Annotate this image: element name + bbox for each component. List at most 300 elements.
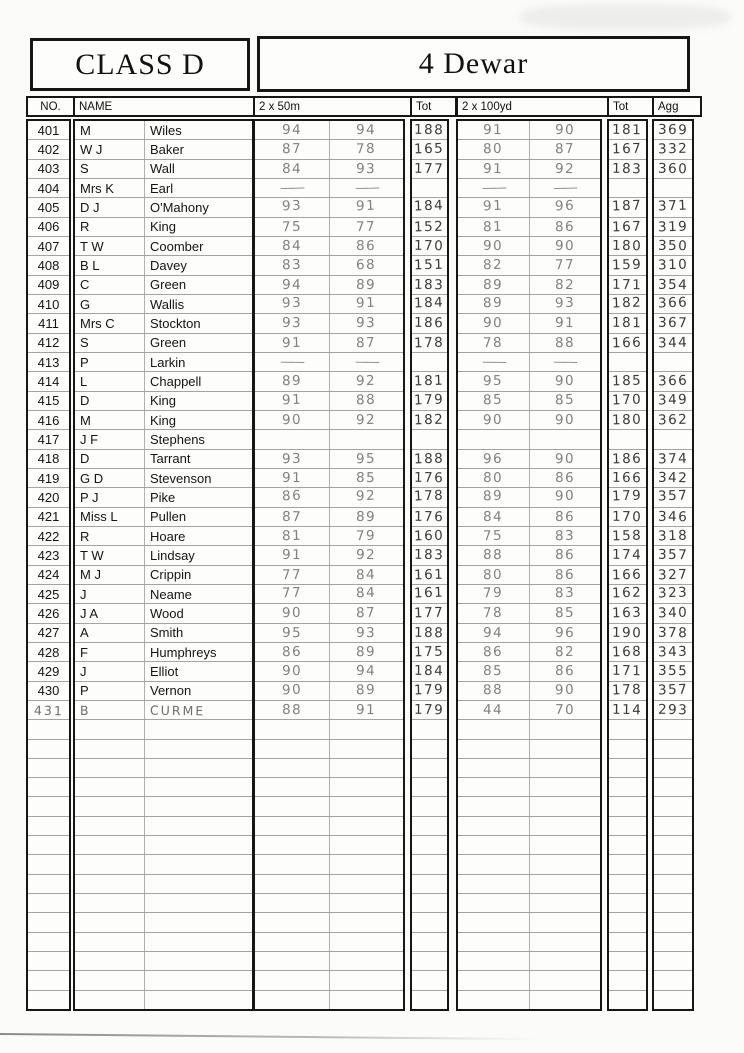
score-100yd-1-cell [458,140,530,158]
surname-cell [145,701,252,719]
table-row [609,352,646,371]
aggregate-cell [654,198,692,216]
score-50m-2: 92 [355,373,377,390]
table-row [28,159,69,178]
table-row [28,178,69,197]
surname-cell [145,508,252,526]
score-50m-2-cell [330,430,404,448]
table-row [28,487,69,506]
total-100yd: 159 [612,257,643,274]
table-row [28,642,69,661]
table-row [412,990,447,1009]
score-100yd-1-cell [458,604,530,622]
total-100yd-block [607,119,648,1011]
score-50m-1-cell [255,817,330,835]
total-50m-cell [412,256,447,274]
table-row [458,835,600,854]
score-100yd-1: 94 [483,624,504,641]
total-100yd-cell [609,179,646,197]
competitor-number-cell [28,508,69,526]
surname: King [150,219,177,235]
table-row [75,139,252,158]
first-name: R [80,219,90,235]
score-50m-1-cell [255,314,330,332]
table-row [75,874,252,893]
score-100yd-1: 95 [482,373,504,390]
table-row [412,410,447,429]
competitor-number-cell [28,411,69,429]
table-row [412,178,447,197]
score-100yd-2-cell [530,488,601,506]
score-100yd-2: 86 [554,566,576,583]
total-50m-cell [412,991,447,1009]
score-50m-2: 89 [356,508,377,525]
first-name-cell [75,430,145,448]
score-50m-2: 93 [356,160,377,177]
table-row [255,796,403,815]
total-50m-cell [412,759,447,777]
surname-cell [145,913,252,931]
first-name-cell [75,643,145,661]
total-50m-cell [412,160,447,178]
table-row [28,197,69,216]
table-row [654,932,692,951]
table-row [458,294,600,313]
aggregate-score: 349 [657,391,689,409]
aggregate-score: 357 [657,487,689,505]
first-name-cell [75,933,145,951]
competitor-number-cell [28,662,69,680]
score-50m-1-cell [255,624,330,642]
score-100yd-1-cell [458,759,530,777]
table-row [458,642,600,661]
table-row [28,700,69,719]
table-row [458,313,600,332]
table-row [255,487,403,506]
score-100yd-1: 85 [482,391,504,409]
score-100yd-1-cell [458,353,530,371]
score-50m-2-cell [330,566,404,584]
table-row [654,275,692,294]
score-100yd-1: 84 [483,508,504,525]
score-50m-1: 87 [281,141,303,158]
table-row [654,121,692,139]
competitor-number-cell [28,546,69,564]
table-row [412,739,447,758]
table-row [255,893,403,912]
score-50m-1: 93 [281,198,303,215]
aggregate-cell [654,372,692,390]
score-100yd-2-cell [530,508,601,526]
table-row [255,912,403,931]
table-row [28,796,69,815]
aggregate-cell [654,392,692,410]
total-50m-cell [412,198,447,216]
table-row [609,275,646,294]
score-100yd-2: 86 [554,218,576,236]
score-100yd-2-cell [530,218,601,236]
first-name: C [80,277,90,293]
competitor-number: 405 [37,199,60,215]
first-name-cell [75,624,145,642]
surname-cell [145,797,252,815]
first-name-cell [75,353,145,371]
table-row [458,700,600,719]
first-name: B L [80,257,100,273]
table-row [609,661,646,680]
competitor-number-cell [28,836,69,854]
table-row [412,951,447,970]
total-50m: 183 [414,276,445,294]
total-100yd-cell [609,797,646,815]
table-row [458,487,600,506]
surname-cell [145,218,252,236]
competitor-number-cell [28,797,69,815]
table-row [458,352,600,371]
score-50m-1-cell [255,140,330,158]
competitor-number-cell [28,372,69,390]
first-name-cell [75,682,145,700]
table-row [654,217,692,236]
total-100yd-cell [609,276,646,294]
competitor-number: 431 [33,702,64,718]
score-100yd-1-cell [458,797,530,815]
score-100yd-2-cell [530,894,601,912]
aggregate-score: 354 [657,276,689,294]
table-row [255,603,403,622]
score-50m-1-cell [255,469,330,487]
total-50m-cell [412,218,447,236]
total-50m-cell [412,566,447,584]
table-row [458,178,600,197]
score-50m-2-cell [330,411,404,429]
table-row [654,197,692,216]
score-50m-2: 79 [355,527,377,545]
surname-cell [145,546,252,564]
total-100yd-cell [609,952,646,970]
surname-cell [145,430,252,448]
score-50m-2: —— [354,353,378,371]
competitor-number: 415 [37,393,60,409]
score-100yd-1-cell [458,971,530,989]
surname: Stockton [150,315,201,331]
first-name: T W [80,547,104,563]
surname-cell [145,740,252,758]
score-100yd-2: 93 [554,294,576,312]
score-100yd-2-cell [530,952,601,970]
table-row [75,545,252,564]
competitor-number-cell [28,179,69,197]
table-row [255,139,403,158]
table-row [255,565,403,584]
total-100yd-cell [609,875,646,893]
table-row [412,777,447,796]
first-name: W J [80,141,103,157]
table-row [255,739,403,758]
aggregate-cell [654,353,692,371]
surname: Elliot [150,663,179,679]
competitor-number-cell [28,218,69,236]
table-row [458,410,600,429]
competitor-number-cell [28,488,69,506]
table-row [609,526,646,545]
table-row [255,121,403,139]
total-100yd-cell [609,913,646,931]
score-100yd-1-cell [458,392,530,410]
table-row [255,835,403,854]
table-row [609,603,646,622]
score-50m-2: 93 [356,624,377,641]
number-column-block [26,119,71,1011]
table-row [412,700,447,719]
aggregate-cell [654,508,692,526]
table-row [609,255,646,274]
table-row [458,197,600,216]
table-row [75,468,252,487]
score-50m-1-cell [255,740,330,758]
total-50m-cell [412,314,447,332]
total-100yd: 178 [612,681,643,699]
score-100yd-2-cell [530,991,601,1009]
score-100yd-2-cell [530,198,601,216]
score-100yd-1: 96 [482,450,504,467]
total-50m: 181 [414,373,445,390]
score-100yd-1: 80 [482,141,504,158]
surname: Coomber [150,238,204,254]
table-row [458,333,600,352]
table-row [28,139,69,158]
surname-cell [145,971,252,989]
total-100yd-cell [609,720,646,738]
first-name-cell [75,256,145,274]
score-100yd-1-cell [458,334,530,352]
score-100yd-2-cell [530,971,601,989]
table-row [609,932,646,951]
table-row [28,371,69,390]
table-row [654,255,692,274]
score-100yd-2-cell [530,179,601,197]
score-50m-1-cell [255,604,330,622]
total-50m: 151 [414,257,445,274]
total-50m: 152 [414,218,445,236]
table-row [458,565,600,584]
table-row [609,217,646,236]
score-50m-1-cell [255,353,330,371]
total-50m: 176 [414,469,445,487]
table-row [458,371,600,390]
table-row [75,758,252,777]
score-100yd-1: 85 [483,663,504,680]
competitor-number: 411 [38,315,59,331]
table-row [609,816,646,835]
table-row [609,777,646,796]
score-100yd-2-cell [530,740,601,758]
score-50m-1: 93 [281,450,303,467]
aggregate-score: 366 [657,294,689,312]
surname: Wood [150,605,184,621]
score-50m-1-cell [255,276,330,294]
surname: Neame [150,586,192,602]
total-100yd-cell [609,971,646,989]
first-name-cell [75,759,145,777]
total-50m: 179 [414,701,445,719]
score-100yd-1: 89 [483,276,504,293]
surname-cell [145,894,252,912]
score-100yd-2-cell [530,334,601,352]
aggregate-cell [654,913,692,931]
aggregate-score: 346 [657,508,689,525]
table-row [75,121,252,139]
score-100yd-2-cell [530,875,601,893]
competitor-number-cell [28,624,69,642]
total-100yd: 183 [612,160,643,178]
surname-cell [145,314,252,332]
score-100yd-1-cell [458,546,530,564]
table-row [75,352,252,371]
table-row [654,236,692,255]
table-row [412,429,447,448]
table-row [412,661,447,680]
table-row [255,816,403,835]
total-50m-cell [412,334,447,352]
table-row [75,893,252,912]
score-50m-1-cell [255,334,330,352]
total-100yd-cell [609,894,646,912]
table-row [412,139,447,158]
score-100yd-2: 96 [554,624,575,641]
table-row [75,912,252,931]
competitor-number-cell [28,334,69,352]
score-100yd-2-cell [530,295,601,313]
table-row [255,507,403,526]
aggregate-cell [654,720,692,738]
aggregate-score: 344 [657,334,689,352]
table-row [412,526,447,545]
table-row [458,758,600,777]
score-50m-2-cell [330,585,404,603]
first-name-cell [75,469,145,487]
table-row [75,681,252,700]
table-row [28,545,69,564]
score-100yd-2: 70 [554,701,575,719]
table-row [654,178,692,197]
first-name: L [80,373,88,389]
table-row [75,565,252,584]
table-row [28,565,69,584]
first-name-cell [75,604,145,622]
table-row [609,719,646,738]
first-name-cell [75,566,145,584]
score-100yd-1: 86 [482,643,504,661]
table-row [28,661,69,680]
aggregate-cell [654,179,692,197]
score-50m-1: 90 [281,411,303,429]
aggregate-cell [654,991,692,1009]
competitor-number: 413 [37,354,60,370]
total-100yd: 166 [612,469,643,487]
score-100yd-2-cell [530,411,601,429]
table-row [255,700,403,719]
first-name-cell [75,740,145,758]
table-row [28,874,69,893]
table-row [458,932,600,951]
surname: Lindsay [150,547,195,563]
total-100yd-cell [609,430,646,448]
table-row [609,236,646,255]
table-row [28,294,69,313]
table-row [255,932,403,951]
score-100yd-2: 90 [554,237,575,255]
total-100yd-cell [609,372,646,390]
score-100yd-2-cell [530,855,601,873]
score-50m-2-cell [330,778,404,796]
table-row [412,255,447,274]
first-name: J F [80,431,99,447]
competitor-number-cell [28,740,69,758]
score-100yd-2: —— [553,179,577,197]
table-row [458,990,600,1009]
score-50m-1: —— [280,179,304,197]
table-row [75,236,252,255]
total-100yd: 190 [612,624,643,641]
score-100yd-1-cell [458,450,530,468]
competitor-number: 430 [37,683,60,699]
score-50m-1-cell [255,836,330,854]
score-50m-2-cell [330,894,404,912]
surname: Pike [150,489,176,505]
first-name: P [80,354,89,370]
score-50m-2: 84 [355,584,377,602]
competitor-number-cell [28,643,69,661]
score-50m-2: 85 [356,469,377,487]
table-row [458,275,600,294]
aggregate-cell [654,256,692,274]
competitor-number: 424 [37,567,60,583]
total-50m: 165 [414,141,445,158]
first-name-cell [75,585,145,603]
first-name-cell [75,971,145,989]
table-row [458,139,600,158]
score-100yd-2-cell [530,450,601,468]
match-title: 4 Dewar [418,47,529,80]
total-100yd-cell [609,353,646,371]
aggregate-cell [654,604,692,622]
score-50m-2: 86 [356,237,377,255]
surname-cell [145,836,252,854]
score-50m-1-cell [255,855,330,873]
score-100yd-2: 86 [554,469,575,487]
first-name-cell [75,140,145,158]
total-100yd-cell [609,237,646,255]
table-row [412,333,447,352]
table-row [255,758,403,777]
table-row [28,236,69,255]
competitor-number-cell [28,585,69,603]
aggregate-cell [654,933,692,951]
total-100yd-cell [609,643,646,661]
score-100yd-2-cell [530,682,601,700]
competitor-number: 408 [37,257,60,273]
score-50m-1-cell [255,392,330,410]
surname-cell [145,256,252,274]
score-100yd-1-cell [458,469,530,487]
first-name-cell [75,778,145,796]
table-row [75,603,252,622]
score-50m-2: 95 [355,450,377,467]
total-100yd-cell [609,585,646,603]
table-row [75,719,252,738]
score-50m-2: 68 [355,257,377,274]
